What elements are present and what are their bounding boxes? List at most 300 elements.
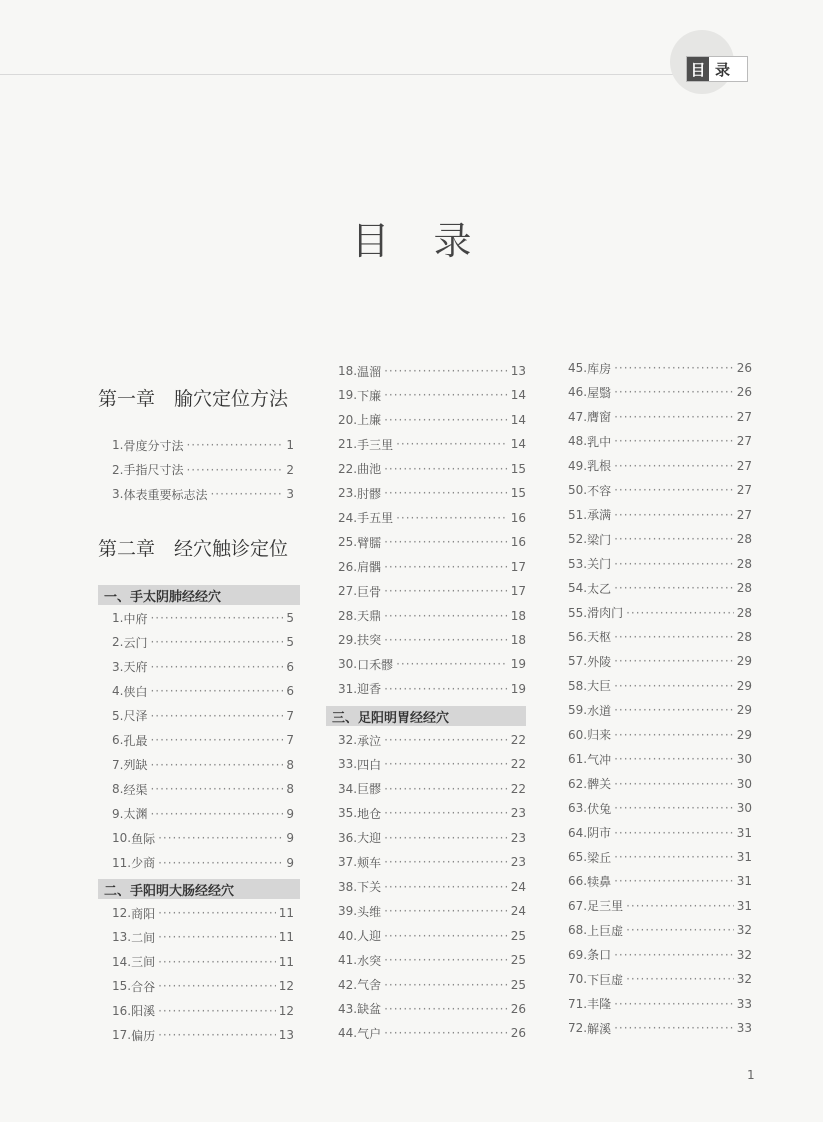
toc-entry[interactable] bbox=[98, 903, 300, 923]
toc-entry[interactable] bbox=[98, 853, 300, 873]
toc-entry-number: 39. bbox=[338, 904, 358, 919]
toc-entry-page: 24 bbox=[510, 879, 526, 894]
toc-entry-label: 二间 bbox=[131, 930, 156, 945]
toc-entry-leader bbox=[158, 1028, 276, 1042]
toc-entry-page: 6 bbox=[286, 684, 294, 699]
toc-entry[interactable] bbox=[556, 431, 752, 451]
toc-entry[interactable] bbox=[326, 999, 526, 1019]
toc-entry[interactable] bbox=[556, 627, 752, 647]
toc-entry-label: 足三里 bbox=[587, 899, 624, 914]
toc-entry-leader bbox=[396, 657, 508, 671]
toc-entry[interactable] bbox=[326, 730, 526, 750]
toc-entry-leader bbox=[384, 733, 508, 747]
toc-entry-leader bbox=[614, 410, 734, 424]
toc-entry-number: 19. bbox=[338, 388, 358, 403]
toc-entry-number: 43. bbox=[338, 1001, 358, 1016]
toc-entry-label: 阴市 bbox=[587, 826, 612, 841]
toc-entry-label: 太乙 bbox=[587, 581, 612, 596]
toc-entry-label: 经渠 bbox=[123, 782, 148, 797]
toc-entry-page: 27 bbox=[736, 507, 752, 522]
toc-entry[interactable] bbox=[556, 554, 752, 574]
header-tab-mark: 目 bbox=[687, 57, 709, 81]
toc-entry-number: 18. bbox=[338, 364, 358, 378]
page-title: 目录 bbox=[351, 219, 516, 263]
toc-entry-leader bbox=[614, 801, 734, 815]
toc-entry-label: 口禾髎 bbox=[357, 657, 394, 672]
toc-entry-label: 水突 bbox=[357, 953, 382, 968]
toc-entry[interactable] bbox=[98, 608, 300, 628]
toc-entry[interactable] bbox=[98, 804, 300, 824]
toc-entry-leader bbox=[150, 660, 283, 674]
toc-entry-page: 3 bbox=[286, 487, 294, 501]
toc-entry-page: 8 bbox=[286, 782, 294, 797]
toc-entry-page: 29 bbox=[736, 703, 752, 718]
toc-entry-label: 伏兔 bbox=[587, 801, 612, 816]
toc-entry[interactable] bbox=[556, 774, 752, 794]
toc-entry-leader bbox=[396, 511, 508, 525]
toc-entry-number: 70. bbox=[568, 972, 588, 987]
toc-entry-number: 14. bbox=[112, 954, 132, 969]
toc-entry-leader bbox=[614, 581, 734, 595]
toc-entry-number: 58. bbox=[568, 678, 588, 693]
toc-entry[interactable] bbox=[556, 700, 752, 720]
toc-entry-leader bbox=[626, 899, 734, 913]
toc-entry-number: 61. bbox=[568, 752, 588, 767]
toc-entry-page: 26 bbox=[510, 1001, 526, 1016]
toc-entry-number: 72. bbox=[568, 1021, 588, 1036]
toc-entry-label: 少商 bbox=[131, 856, 156, 870]
toc-entry[interactable] bbox=[556, 578, 752, 598]
toc-entry-label: 大迎 bbox=[357, 831, 382, 846]
toc-entry[interactable] bbox=[326, 901, 526, 921]
toc-entry[interactable] bbox=[98, 976, 300, 996]
toc-entry-number: 3. bbox=[112, 659, 124, 674]
toc-entry-leader bbox=[614, 850, 734, 864]
toc-entry-leader bbox=[384, 486, 508, 500]
toc-entry-number: 30. bbox=[338, 657, 358, 672]
toc-entry-number: 44. bbox=[338, 1026, 358, 1041]
toc-entry-leader bbox=[384, 388, 508, 402]
toc-entry-page: 6 bbox=[286, 659, 294, 674]
toc-entry[interactable] bbox=[326, 630, 526, 650]
toc-entry[interactable] bbox=[556, 603, 752, 623]
toc-entry-leader bbox=[384, 560, 508, 574]
toc-entry-label: 温溜 bbox=[357, 364, 382, 379]
toc-entry-page: 2 bbox=[286, 462, 294, 477]
toc-entry-label: 骨度分寸法 bbox=[123, 438, 184, 453]
toc-entry-leader bbox=[210, 487, 283, 501]
toc-entry-page: 7 bbox=[286, 708, 294, 723]
toc-entry-page: 5 bbox=[286, 635, 294, 650]
toc-entry-label: 不容 bbox=[587, 483, 612, 498]
toc-entry[interactable] bbox=[98, 779, 300, 799]
toc-entry[interactable] bbox=[556, 847, 752, 867]
toc-entry-number: 50. bbox=[568, 483, 588, 498]
toc-entry-leader bbox=[158, 831, 283, 845]
toc-entry-leader bbox=[614, 777, 734, 791]
toc-entry-leader bbox=[384, 462, 508, 476]
chapter-heading-2: 第二章 经穴触诊定位 bbox=[98, 538, 289, 560]
toc-entry-leader bbox=[614, 948, 734, 962]
toc-entry[interactable] bbox=[326, 779, 526, 799]
toc-entry-leader bbox=[150, 635, 283, 649]
toc-entry-number: 2. bbox=[112, 462, 124, 477]
section-heading-lung: 一、手太阴肺经经穴 bbox=[98, 585, 300, 605]
toc-entry-page: 14 bbox=[510, 412, 526, 427]
toc-entry-number: 49. bbox=[568, 458, 588, 473]
toc-entry-page: 11 bbox=[278, 930, 294, 945]
toc-entry[interactable] bbox=[326, 975, 526, 995]
toc-entry-leader bbox=[186, 438, 283, 452]
toc-entry-label: 大巨 bbox=[587, 679, 612, 694]
toc-entry-label: 解溪 bbox=[587, 1021, 612, 1036]
toc-entry-label: 太渊 bbox=[123, 807, 148, 822]
toc-entry-page: 24 bbox=[510, 904, 526, 919]
toc-entry[interactable] bbox=[556, 945, 752, 965]
toc-entry-number: 4. bbox=[112, 684, 124, 699]
toc-entry-page: 22 bbox=[510, 781, 526, 796]
toc-entry[interactable] bbox=[556, 1018, 752, 1038]
toc-entry-leader bbox=[150, 684, 283, 698]
toc-entry[interactable] bbox=[556, 823, 752, 843]
toc-entry[interactable] bbox=[326, 654, 526, 674]
toc-entry-page: 26 bbox=[736, 361, 752, 375]
toc-entry[interactable] bbox=[326, 926, 526, 946]
toc-entry-number: 62. bbox=[568, 776, 588, 791]
toc-entry-page: 7 bbox=[286, 733, 294, 748]
toc-entry-leader bbox=[384, 806, 508, 820]
toc-entry-page: 30 bbox=[736, 801, 752, 816]
toc-entry-leader bbox=[158, 979, 276, 993]
toc-entry-leader bbox=[384, 413, 508, 427]
toc-entry-label: 乳根 bbox=[587, 459, 612, 474]
toc-entry-page: 16 bbox=[510, 535, 526, 550]
toc-entry-leader bbox=[384, 682, 508, 696]
toc-entry[interactable] bbox=[556, 456, 752, 476]
toc-entry[interactable] bbox=[326, 581, 526, 601]
toc-entry-leader bbox=[384, 1026, 508, 1040]
toc-entry-number: 13. bbox=[112, 930, 132, 945]
toc-entry[interactable] bbox=[326, 803, 526, 823]
toc-entry-label: 尺泽 bbox=[123, 709, 148, 724]
toc-entry-page: 32 bbox=[736, 947, 752, 962]
toc-entry-label: 三间 bbox=[131, 955, 156, 970]
toc-entry-number: 38. bbox=[338, 879, 358, 894]
toc-entry-leader bbox=[384, 1002, 508, 1016]
toc-entry-number: 64. bbox=[568, 825, 588, 840]
toc-entry[interactable] bbox=[556, 505, 752, 525]
toc-entry-page: 16 bbox=[510, 510, 526, 525]
toc-entry-leader bbox=[384, 633, 508, 647]
toc-entry-page: 28 bbox=[736, 556, 752, 571]
toc-entry-label: 犊鼻 bbox=[587, 874, 612, 889]
toc-entry-page: 26 bbox=[510, 1026, 526, 1041]
toc-entry-label: 缺盆 bbox=[357, 1002, 382, 1017]
toc-entry-page: 31 bbox=[736, 850, 752, 864]
toc-entry-label: 体表重要标志法 bbox=[123, 487, 208, 502]
toc-entry-leader bbox=[384, 757, 508, 771]
toc-entry[interactable] bbox=[98, 657, 300, 677]
toc-entry-number: 20. bbox=[338, 412, 358, 427]
toc-entry[interactable] bbox=[98, 952, 300, 972]
toc-entry-leader bbox=[614, 703, 734, 717]
toc-entry[interactable] bbox=[98, 1001, 300, 1021]
toc-entry-page: 25 bbox=[510, 953, 526, 968]
toc-entry[interactable] bbox=[326, 852, 526, 872]
toc-entry-leader bbox=[384, 364, 508, 378]
toc-entry-label: 巨骨 bbox=[357, 584, 382, 599]
toc-entry-number: 12. bbox=[112, 906, 132, 920]
toc-entry-number: 40. bbox=[338, 928, 358, 943]
toc-entry-leader bbox=[614, 654, 734, 668]
toc-entry[interactable] bbox=[556, 358, 752, 378]
toc-entry-number: 34. bbox=[338, 781, 358, 796]
toc-entry-number: 10. bbox=[112, 831, 132, 846]
toc-entry[interactable] bbox=[326, 385, 526, 405]
toc-entry[interactable] bbox=[98, 828, 300, 848]
toc-entry-leader bbox=[384, 953, 508, 967]
toc-entry-number: 45. bbox=[568, 361, 588, 375]
toc-entry-page: 19 bbox=[510, 657, 526, 672]
toc-entry-leader bbox=[396, 437, 508, 451]
toc-entry-page: 22 bbox=[510, 733, 526, 747]
toc-entry-number: 42. bbox=[338, 977, 358, 992]
toc-entry-number: 36. bbox=[338, 830, 358, 845]
toc-entry-page: 17 bbox=[510, 584, 526, 599]
toc-entry-number: 55. bbox=[568, 605, 588, 620]
toc-entry[interactable] bbox=[98, 706, 300, 726]
toc-entry[interactable] bbox=[98, 927, 300, 947]
toc-entry[interactable] bbox=[326, 532, 526, 552]
toc-entry-leader bbox=[614, 434, 734, 448]
toc-entry-label: 肩髃 bbox=[357, 560, 382, 575]
toc-entry[interactable] bbox=[556, 920, 752, 940]
toc-entry-number: 6. bbox=[112, 733, 124, 748]
toc-entry-leader bbox=[626, 972, 734, 986]
toc-entry[interactable] bbox=[326, 679, 526, 699]
toc-entry-leader bbox=[384, 782, 508, 796]
toc-entry-number: 47. bbox=[568, 409, 588, 424]
toc-entry[interactable] bbox=[556, 994, 752, 1014]
section-heading-stomach: 三、足阳明胃经经穴 bbox=[326, 706, 526, 726]
toc-entry-number: 69. bbox=[568, 947, 588, 962]
toc-entry-label: 天鼎 bbox=[357, 609, 382, 623]
toc-entry-number: 23. bbox=[338, 486, 358, 501]
toc-entry-label: 巨髎 bbox=[357, 782, 382, 797]
toc-entry-number: 25. bbox=[338, 535, 358, 550]
toc-entry-number: 59. bbox=[568, 703, 588, 718]
toc-entry-page: 27 bbox=[736, 434, 752, 449]
toc-entry[interactable] bbox=[326, 508, 526, 528]
toc-entry-number: 26. bbox=[338, 559, 358, 574]
toc-entry[interactable] bbox=[326, 606, 526, 626]
toc-entry-number: 11. bbox=[112, 855, 132, 870]
toc-entry-leader bbox=[626, 923, 734, 937]
toc-entry[interactable] bbox=[556, 382, 752, 402]
toc-entry-page: 12 bbox=[278, 979, 294, 994]
toc-entry[interactable] bbox=[556, 969, 752, 989]
toc-entry-label: 商阳 bbox=[131, 906, 156, 921]
toc-entry-leader bbox=[150, 709, 283, 723]
toc-entry-page: 32 bbox=[736, 923, 752, 938]
toc-entry-leader bbox=[614, 557, 734, 571]
toc-entry[interactable] bbox=[98, 460, 300, 480]
toc-entry-number: 2. bbox=[112, 635, 124, 650]
toc-entry-label: 承满 bbox=[587, 508, 612, 523]
toc-entry[interactable] bbox=[326, 434, 526, 454]
toc-entry-leader bbox=[614, 826, 734, 840]
toc-entry-number: 37. bbox=[338, 855, 358, 870]
toc-entry-page: 11 bbox=[278, 906, 294, 920]
toc-entry-leader bbox=[626, 606, 734, 620]
toc-entry[interactable] bbox=[98, 681, 300, 701]
toc-entry-number: 52. bbox=[568, 532, 588, 547]
toc-entry[interactable] bbox=[556, 480, 752, 500]
toc-entry[interactable] bbox=[326, 828, 526, 848]
toc-entry-page: 8 bbox=[286, 757, 294, 772]
toc-entry[interactable] bbox=[98, 730, 300, 750]
toc-entry-page: 9 bbox=[286, 831, 294, 846]
toc-entry-leader bbox=[614, 385, 734, 399]
toc-entry-label: 条口 bbox=[587, 948, 612, 963]
toc-entry-page: 28 bbox=[736, 532, 752, 547]
toc-entry-number: 3. bbox=[112, 487, 124, 501]
toc-entry-label: 鱼际 bbox=[131, 831, 156, 846]
toc-entry-leader bbox=[384, 880, 508, 894]
toc-entry[interactable] bbox=[326, 1023, 526, 1043]
toc-entry-number: 22. bbox=[338, 461, 358, 476]
toc-entry-leader bbox=[614, 752, 734, 766]
toc-entry-page: 30 bbox=[736, 776, 752, 791]
toc-entry-label: 迎香 bbox=[357, 682, 382, 697]
toc-entry[interactable] bbox=[556, 725, 752, 745]
toc-entry[interactable] bbox=[326, 361, 526, 381]
toc-entry-leader bbox=[186, 463, 283, 477]
toc-entry-label: 梁丘 bbox=[587, 850, 612, 865]
toc-entry[interactable] bbox=[556, 676, 752, 696]
toc-entry[interactable] bbox=[556, 407, 752, 427]
toc-entry-leader bbox=[384, 831, 508, 845]
toc-entry-page: 26 bbox=[736, 385, 752, 400]
toc-entry-number: 9. bbox=[112, 806, 124, 821]
toc-entry-number: 31. bbox=[338, 681, 358, 696]
toc-entry-label: 气户 bbox=[357, 1026, 382, 1041]
toc-entry[interactable] bbox=[326, 410, 526, 430]
header-tab-text: 录 bbox=[715, 60, 731, 79]
toc-entry-page: 31 bbox=[736, 874, 752, 889]
toc-entry-page: 18 bbox=[510, 608, 526, 623]
toc-entry[interactable] bbox=[556, 749, 752, 769]
toc-entry-label: 上廉 bbox=[357, 413, 382, 428]
toc-entry-page: 9 bbox=[286, 855, 294, 870]
header-rule bbox=[0, 74, 700, 75]
toc-entry-page: 5 bbox=[286, 611, 294, 625]
toc-entry[interactable] bbox=[98, 632, 300, 652]
toc-entry-label: 中府 bbox=[123, 611, 148, 626]
toc-entry-leader bbox=[614, 459, 734, 473]
toc-entry-label: 扶突 bbox=[357, 633, 382, 648]
toc-entry-label: 云门 bbox=[123, 635, 148, 650]
toc-entry-leader bbox=[158, 1004, 276, 1018]
chapter-heading-1: 第一章 腧穴定位方法 bbox=[98, 388, 289, 410]
toc-entry-leader bbox=[158, 955, 276, 969]
toc-entry[interactable] bbox=[556, 651, 752, 671]
toc-entry-label: 归来 bbox=[587, 728, 612, 743]
toc-entry-page: 28 bbox=[736, 581, 752, 596]
toc-entry-number: 48. bbox=[568, 434, 588, 449]
toc-entry[interactable] bbox=[98, 484, 300, 504]
toc-entry-label: 下廉 bbox=[357, 388, 382, 403]
toc-entry-leader bbox=[614, 874, 734, 888]
toc-entry-number: 29. bbox=[338, 632, 358, 647]
toc-entry[interactable] bbox=[556, 896, 752, 916]
toc-entry[interactable] bbox=[326, 557, 526, 577]
toc-entry-page: 33 bbox=[736, 1021, 752, 1036]
toc-entry[interactable] bbox=[326, 877, 526, 897]
toc-entry-number: 51. bbox=[568, 507, 588, 522]
toc-entry-page: 23 bbox=[510, 855, 526, 870]
toc-entry-number: 16. bbox=[112, 1003, 132, 1018]
toc-entry[interactable] bbox=[556, 529, 752, 549]
toc-entry-leader bbox=[384, 855, 508, 869]
toc-entry-page: 31 bbox=[736, 898, 752, 913]
toc-entry-label: 偏历 bbox=[131, 1028, 156, 1043]
toc-entry[interactable] bbox=[556, 798, 752, 818]
toc-entry-leader bbox=[384, 904, 508, 918]
toc-entry-number: 5. bbox=[112, 708, 124, 723]
toc-entry-leader bbox=[614, 361, 734, 375]
toc-entry-label: 下关 bbox=[357, 880, 382, 895]
toc-entry-leader bbox=[158, 856, 283, 870]
toc-entry-label: 孔最 bbox=[123, 733, 148, 748]
toc-entry-label: 下巨虚 bbox=[587, 972, 624, 987]
toc-entry-page: 29 bbox=[736, 678, 752, 693]
toc-entry-page: 11 bbox=[278, 954, 294, 969]
toc-entry[interactable] bbox=[556, 871, 752, 891]
toc-entry-label: 手三里 bbox=[357, 437, 394, 452]
toc-entry-label: 屋翳 bbox=[587, 385, 612, 400]
toc-entry-page: 32 bbox=[736, 972, 752, 987]
toc-entry[interactable] bbox=[98, 755, 300, 775]
toc-entry-number: 24. bbox=[338, 510, 358, 525]
toc-entry[interactable] bbox=[326, 950, 526, 970]
toc-entry-page: 1 bbox=[286, 438, 294, 452]
toc-entry-leader bbox=[158, 930, 276, 944]
toc-entry-number: 65. bbox=[568, 850, 588, 864]
toc-entry-number: 53. bbox=[568, 556, 588, 571]
toc-entry-number: 71. bbox=[568, 996, 588, 1011]
toc-entry[interactable] bbox=[326, 459, 526, 479]
toc-entry-label: 外陵 bbox=[587, 654, 612, 669]
toc-entry[interactable] bbox=[98, 435, 300, 455]
toc-entry-number: 32. bbox=[338, 733, 358, 747]
toc-entry-label: 天府 bbox=[123, 660, 148, 675]
toc-entry[interactable] bbox=[326, 483, 526, 503]
toc-entry-page: 15 bbox=[510, 461, 526, 476]
toc-entry-page: 15 bbox=[510, 486, 526, 501]
toc-entry-label: 承泣 bbox=[357, 733, 382, 748]
toc-entry-page: 28 bbox=[736, 605, 752, 620]
toc-entry-leader bbox=[150, 807, 283, 821]
toc-entry-number: 1. bbox=[112, 438, 124, 452]
toc-entry-number: 66. bbox=[568, 874, 588, 889]
header-section-tab bbox=[686, 56, 748, 82]
toc-entry[interactable] bbox=[98, 1025, 300, 1045]
toc-entry-label: 梁门 bbox=[587, 532, 612, 547]
toc-entry-page: 31 bbox=[736, 825, 752, 840]
toc-entry-leader bbox=[614, 997, 734, 1011]
toc-entry[interactable] bbox=[326, 754, 526, 774]
